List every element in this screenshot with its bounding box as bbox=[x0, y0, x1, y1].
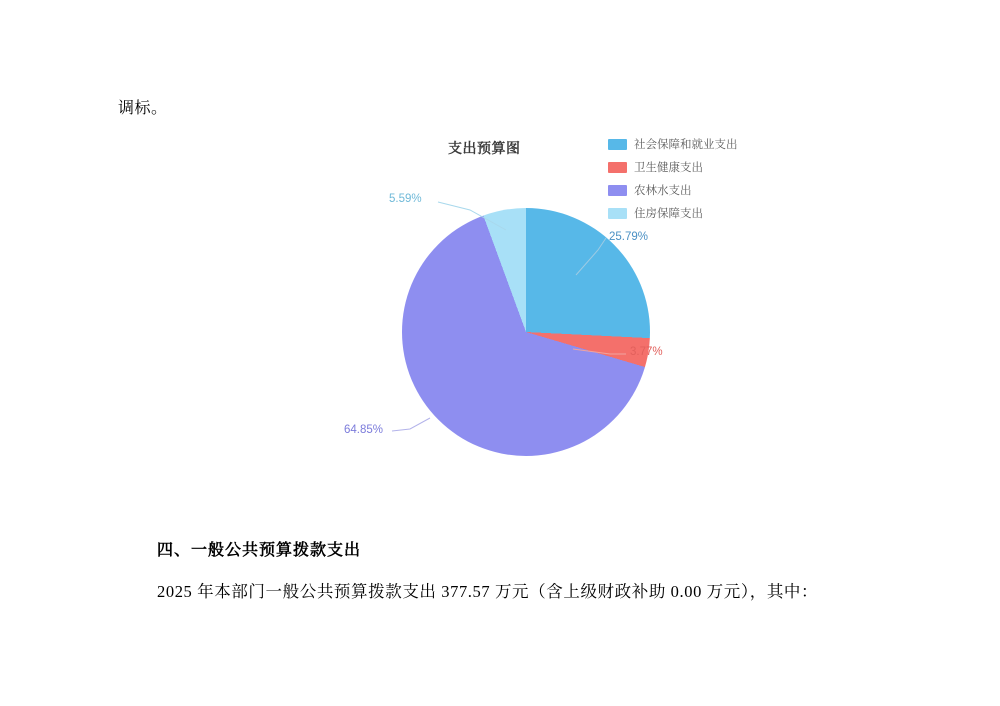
slice-label-housing: 5.59% bbox=[389, 193, 422, 205]
slice-label-social-security: 25.79% bbox=[609, 231, 649, 243]
legend-label: 社会保障和就业支出 bbox=[634, 139, 738, 151]
chart-title: 支出预算图 bbox=[448, 140, 521, 156]
slice-label-agriculture: 64.85% bbox=[344, 424, 384, 436]
section-heading: 四、一般公共预算拨款支出 bbox=[157, 542, 362, 559]
legend-label: 农林水支出 bbox=[634, 185, 692, 197]
leader-lines bbox=[330, 130, 750, 470]
slice-label-health: 3.77% bbox=[630, 346, 663, 358]
legend-label: 住房保障支出 bbox=[634, 208, 703, 220]
body-paragraph: 2025 年本部门一般公共预算拨款支出 377.57 万元（含上级财政补助 0.00 万元），其中： bbox=[157, 582, 819, 601]
expenditure-budget-pie-chart bbox=[330, 130, 750, 470]
legend-label: 卫生健康支出 bbox=[634, 162, 703, 174]
top-paragraph: 调标。 bbox=[118, 100, 168, 117]
